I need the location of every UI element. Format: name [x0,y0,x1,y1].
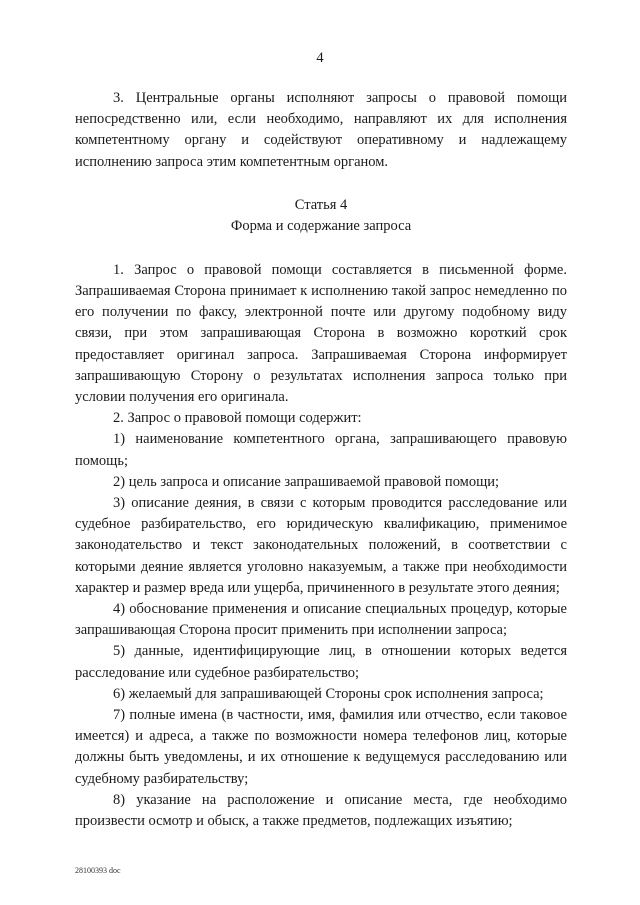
paragraph-central-organs: 3. Центральные органы исполняют запросы о правовой помощи непосредственно или, если необходимо, направляют их для исполнения компетентному органу и содействуют оперативному и надлежащему исполнению запроса этим компетентным органом. [75,90,567,170]
list-item: 7) полные имена (в частности, имя, фамилия или отчество, если таковое имеется) и адреса, а также по возможности номера телефонов лиц, которые должны быть уведомлены, и их отношение к ведущемуся расследованию или судебному разбирательству; [75,707,567,787]
article-title: Форма и содержание запроса [230,218,412,235]
paragraph: 1. Запрос о правовой помощи составляется в письменной форме. Запрашиваемая Сторона принимает к исполнению такой запрос немедленно по его получении по факсу, электронной почте или другому подобному виду связи, при этом запрашивающая Сторона в возможно короткий срок предоставляет оригинал запроса. Запрашиваемая Сторона информирует запрашивающую Сторону о результатах исполнения запроса только при условии получения его оригинала. [75,261,567,406]
file-reference-footer: 28100393 doc [75,866,121,875]
list-item: 1) наименование компетентного органа, запрашивающего правовую помощь; [75,431,567,469]
article-number: Статья 4 [294,196,348,213]
list-item: 5) данные, идентифицирующие лиц, в отношении которых ведется расследование или судебное разбирательство; [75,643,567,681]
list-item: 2) цель запроса и описание запрашиваемой правовой помощи; [113,473,500,490]
document-body [75,88,567,832]
list-item: 8) указание на расположение и описание места, где необходимо произвести осмотр и обыск, а также предметов, подлежащих изъятию; [75,791,567,830]
paragraph: 2. Запрос о правовой помощи содержит: [113,410,362,427]
list-item: 4) обоснование применения и описание специальных процедур, которые запрашивающая Сторона просит применить при исполнении запроса; [75,601,567,639]
list-item: 3) описание деяния, в связи с которым проводится расследование или судебное разбирательство, его юридическую квалификацию, применимое законодательство и текст законодательных положений, в соответствии с которыми деяние является уголовно наказуемым, а также при необходимости характер и размер вреда или ущерба, причиненного в результате этого деяния; [75,495,567,596]
list-item: 6) желаемый для запрашивающей Стороны срок исполнения запроса; [113,685,544,702]
page-number: 4 [316,50,324,66]
article-heading [75,195,567,238]
